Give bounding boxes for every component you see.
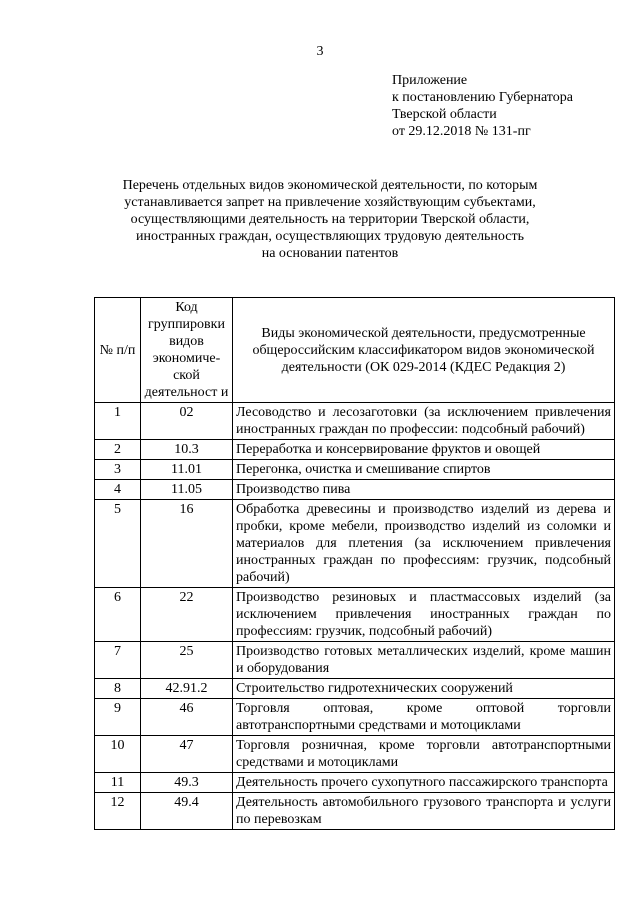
- table-row: [95, 679, 615, 699]
- table-row: [95, 773, 615, 793]
- appendix-block: [392, 72, 573, 140]
- row-num: 11: [95, 773, 141, 793]
- document-title: [100, 177, 560, 262]
- appendix-line: Тверской области: [392, 107, 497, 122]
- activities-table: [94, 297, 615, 830]
- table-row: [95, 793, 615, 830]
- row-code: 49.4: [141, 793, 233, 830]
- row-num: 4: [95, 480, 141, 500]
- header-code: Код группировки видов экономиче-ской деятельност и: [141, 298, 233, 403]
- row-num: 10: [95, 736, 141, 773]
- table-row: [95, 440, 615, 460]
- title-line: на основании патентов: [261, 246, 399, 261]
- row-desc: Производство готовых металлических изделий, кроме машин и оборудования: [233, 642, 615, 679]
- row-num: 2: [95, 440, 141, 460]
- table-row: [95, 460, 615, 480]
- title-line: устанавливается запрет на привлечение хозяйствующим субъектами,: [124, 195, 536, 210]
- appendix-line: к постановлению Губернатора: [392, 90, 573, 105]
- row-code: 22: [141, 588, 233, 642]
- row-code: 47: [141, 736, 233, 773]
- title-line: Перечень отдельных видов экономической деятельности, по которым: [122, 178, 538, 193]
- title-line: иностранных граждан, осуществляющих трудовую деятельность: [135, 229, 524, 244]
- row-desc: Строительство гидротехнических сооружений: [233, 679, 615, 699]
- row-code: 11.05: [141, 480, 233, 500]
- row-num: 7: [95, 642, 141, 679]
- row-code: 49.3: [141, 773, 233, 793]
- appendix-line: Приложение: [392, 73, 468, 88]
- row-desc: Торговля розничная, кроме торговли автотранспортными средствами и мотоциклами: [233, 736, 615, 773]
- row-desc: Торговля оптовая, кроме оптовой торговли автотранспортными средствами и мотоциклами: [233, 699, 615, 736]
- table-row: [95, 588, 615, 642]
- table-row: [95, 500, 615, 588]
- row-num: 8: [95, 679, 141, 699]
- row-desc: Переработка и консервирование фруктов и овощей: [233, 440, 615, 460]
- row-num: 5: [95, 500, 141, 588]
- row-desc: Перегонка, очистка и смешивание спиртов: [233, 460, 615, 480]
- row-desc: Деятельность прочего сухопутного пассажирского транспорта: [233, 773, 615, 793]
- header-desc: Виды экономической деятельности, предусмотренные общероссийским классификатором видов экономической деятельности (ОК 029-2014 (КДЕС Редакция 2): [233, 298, 615, 403]
- table-header-row: [95, 298, 615, 403]
- header-num: № п/п: [95, 298, 141, 403]
- title-line: осуществляющими деятельность на территории Тверской области,: [130, 212, 530, 227]
- table-row: [95, 480, 615, 500]
- table-row: [95, 699, 615, 736]
- row-code: 46: [141, 699, 233, 736]
- row-desc: Производство пива: [233, 480, 615, 500]
- row-desc: Лесоводство и лесозаготовки (за исключением привлечения иностранных граждан по профессии: подсобный рабочий): [233, 403, 615, 440]
- row-num: 3: [95, 460, 141, 480]
- row-code: 25: [141, 642, 233, 679]
- page-number: 3: [316, 44, 324, 59]
- table-row: [95, 403, 615, 440]
- row-code: 02: [141, 403, 233, 440]
- row-code: 10.3: [141, 440, 233, 460]
- appendix-line: от 29.12.2018 № 131-пг: [392, 124, 531, 139]
- row-num: 9: [95, 699, 141, 736]
- row-desc: Обработка древесины и производство изделий из дерева и пробки, кроме мебели, производство изделий из соломки и материалов для плетения (за исключением привлечения иностранных граждан по профессиям: грузчик, подсобный рабочий): [233, 500, 615, 588]
- row-num: 6: [95, 588, 141, 642]
- table-row: [95, 642, 615, 679]
- row-desc: Производство резиновых и пластмассовых изделий (за исключением привлечения иностранных граждан по профессиям: грузчик, подсобный рабочий): [233, 588, 615, 642]
- row-num: 1: [95, 403, 141, 440]
- row-code: 16: [141, 500, 233, 588]
- table-row: [95, 736, 615, 773]
- row-desc: Деятельность автомобильного грузового транспорта и услуги по перевозкам: [233, 793, 615, 830]
- table-body: [95, 403, 615, 830]
- row-code: 42.91.2: [141, 679, 233, 699]
- row-code: 11.01: [141, 460, 233, 480]
- row-num: 12: [95, 793, 141, 830]
